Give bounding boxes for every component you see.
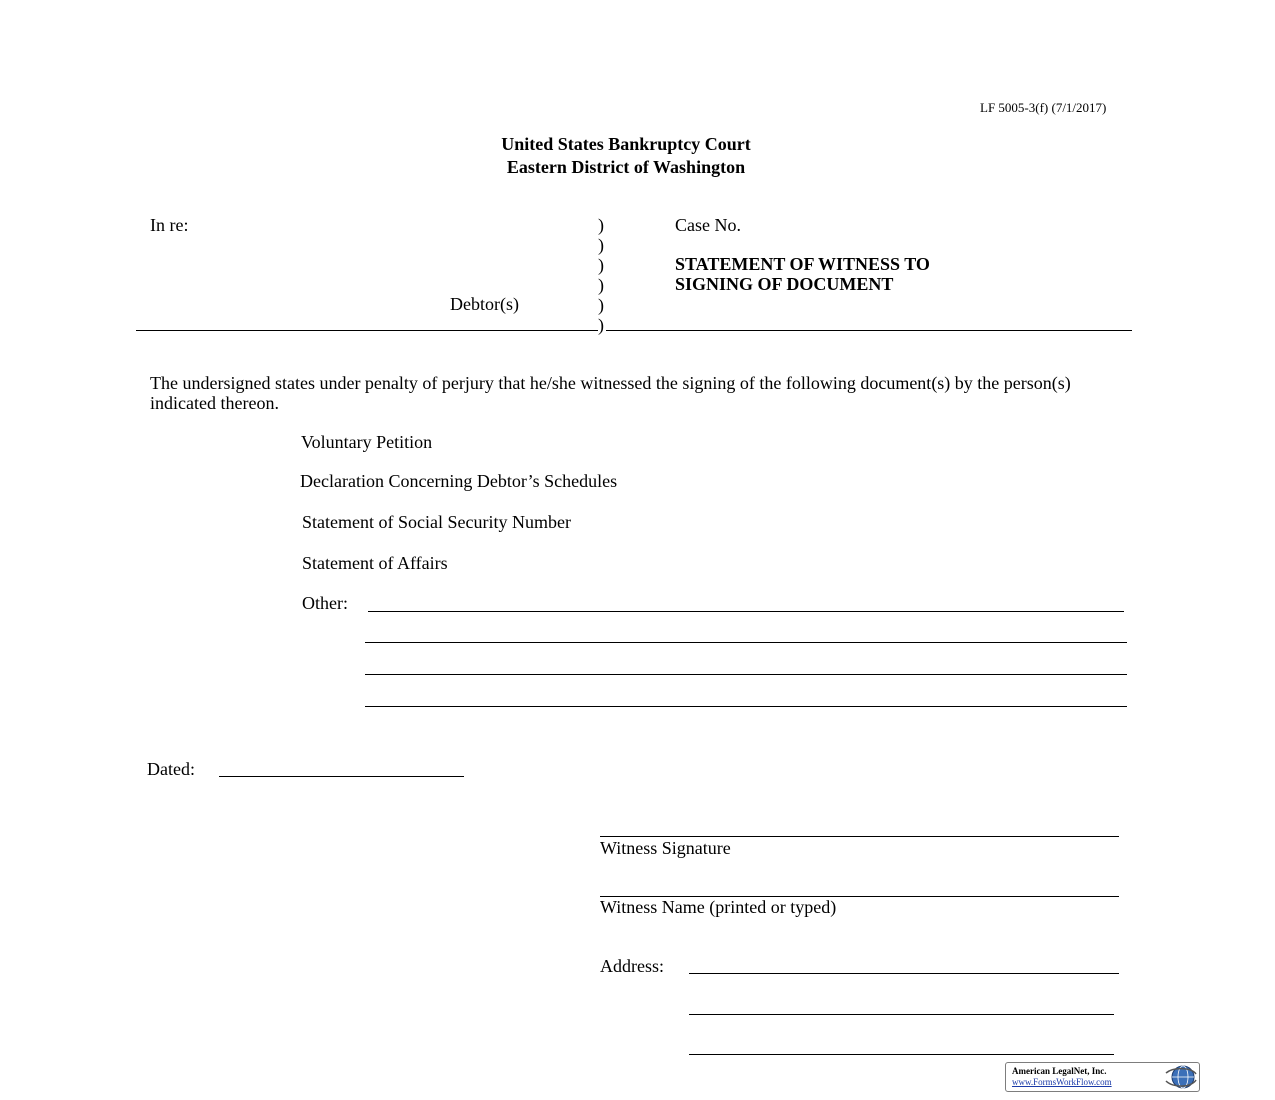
document-title-line2: SIGNING OF DOCUMENT (675, 274, 894, 294)
court-heading (0, 133, 1252, 179)
other-input-line[interactable] (368, 611, 1124, 612)
witness-statement: The undersigned states under penalty of perjury that he/she witnessed the signing of the following document(s) by the person(s) indicated thereon. (150, 373, 1071, 413)
court-name: United States Bankruptcy Court (501, 134, 751, 154)
case-no-label: Case No. (675, 215, 741, 235)
publisher-name: American LegalNet, Inc. (1012, 1066, 1107, 1076)
other-input-line[interactable] (365, 674, 1127, 675)
document-item: Declaration Concerning Debtor’s Schedules (300, 471, 618, 491)
debtor-label: Debtor(s) (450, 294, 519, 314)
witness-signature-label: Witness Signature (600, 838, 731, 858)
globe-icon (1163, 1064, 1197, 1090)
dated-label: Dated: (147, 759, 195, 779)
other-label: Other: (302, 593, 348, 613)
form-id: LF 5005-3(f) (7/1/2017) (980, 100, 1107, 115)
caption-paren: ) (598, 315, 604, 335)
caption-paren: ) (598, 215, 604, 235)
other-input-line[interactable] (365, 642, 1127, 643)
publisher-link[interactable]: www.FormsWorkFlow.com (1012, 1077, 1112, 1087)
document-item: Voluntary Petition (301, 432, 433, 452)
dated-input-line[interactable] (219, 776, 464, 777)
court-district: Eastern District of Washington (506, 157, 746, 177)
document-item: Statement of Social Security Number (302, 512, 571, 532)
caption-rule-left (136, 330, 598, 331)
address-input-line[interactable] (689, 1054, 1114, 1055)
document-title (675, 254, 930, 294)
witness-name-label: Witness Name (printed or typed) (600, 897, 837, 917)
address-label: Address: (600, 956, 664, 976)
caption-paren: ) (598, 255, 604, 275)
address-input-line[interactable] (689, 973, 1119, 974)
document-title-line1: STATEMENT OF WITNESS TO (675, 254, 930, 274)
other-input-line[interactable] (365, 706, 1127, 707)
caption-paren: ) (598, 295, 604, 315)
address-input-line[interactable] (689, 1014, 1114, 1015)
witness-signature-line[interactable] (600, 836, 1119, 837)
publisher-badge (1005, 1062, 1200, 1092)
caption-paren: ) (598, 275, 604, 295)
document-item: Statement of Affairs (302, 553, 448, 573)
in-re-label: In re: (150, 215, 189, 235)
caption-paren: ) (598, 235, 604, 255)
caption-rule-right (606, 330, 1132, 331)
